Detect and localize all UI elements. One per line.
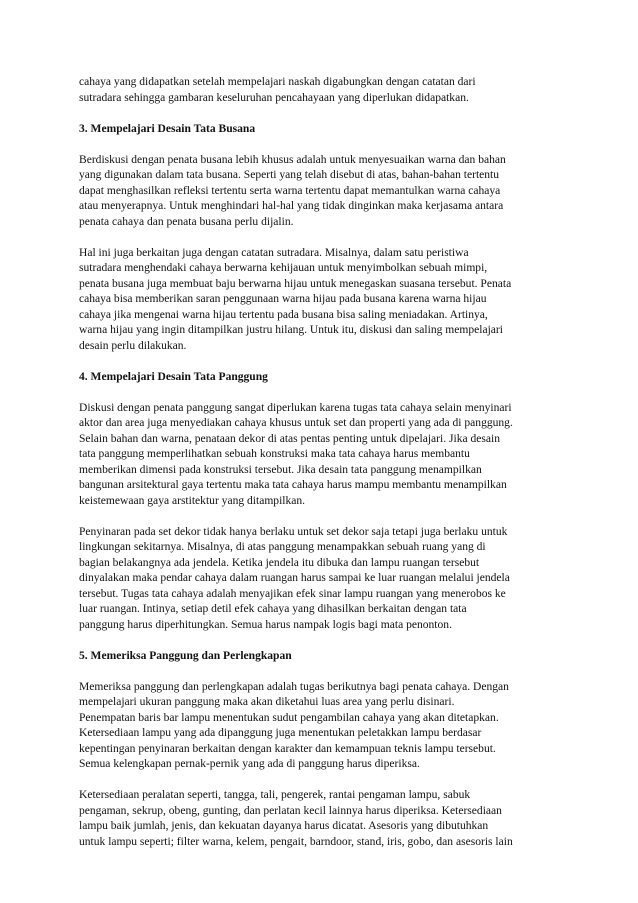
paragraph-line: penata cahaya dan penata busana perlu dijalin. xyxy=(79,215,294,228)
paragraph-line: tata panggung memperlihatkan sebuah konstruksi maka tata cahaya harus membantu xyxy=(79,448,470,460)
paragraph-line: warna hijau yang ingin ditampilkan justru hilang. Untuk itu, diskusi dan saling mempelajari xyxy=(79,324,503,336)
paragraph-line: atau menyerapnya. Untuk menghindari hal-hal yang tidak dinginkan maka kerjasama antara xyxy=(79,200,504,212)
paragraph-line: Penempatan baris bar lampu menentukan sudut pengambilan cahaya yang akan ditetapkan. xyxy=(79,711,499,724)
paragraph-line: Ketersediaan peralatan seperti, tangga, tali, pengerek, rantai pengaman lampu, sabuk xyxy=(79,789,471,801)
paragraph-line: Diskusi dengan penata panggung sangat diperlukan karena tugas tata cahaya selain menyinari xyxy=(79,401,512,414)
paragraph-line: Ketersediaan lampu yang ada dipanggung juga menentukan peletakkan lampu berdasar xyxy=(79,727,482,739)
paragraph-line: panggung harus diperhitungkan. Semua harus nampak logis bagi mata penonton. xyxy=(79,618,452,631)
paragraph-line: cahaya jika mengenai warna hijau tertentu pada busana bisa saling meniadakan. Artinya, xyxy=(79,308,488,321)
body-paragraph xyxy=(79,525,569,634)
paragraph-line: Memeriksa panggung dan perlengkapan adalah tugas berikutnya bagi penata cahaya. Dengan xyxy=(79,680,509,693)
body-paragraph xyxy=(79,75,569,106)
paragraph-line: kepentingan penyinaran berkaitan dengan karakter dan kemampuan teknis lampu tersebut. xyxy=(79,742,496,755)
paragraph-line: Berdiskusi dengan penata busana lebih khusus adalah untuk menyesuaikan warna dan bahan xyxy=(79,153,506,166)
body-paragraph xyxy=(79,680,569,773)
paragraph-line: mempelajari ukuran panggung maka akan diketahui luas area yang perlu disinari. xyxy=(79,696,455,708)
paragraph-line: sutradara sehingga gambaran keseluruhan pencahayaan yang diperlukan didapatkan. xyxy=(79,91,469,104)
paragraph-line: memberikan dimensi pada konstruksi tersebut. Jika desain tata panggung menampilkan xyxy=(79,463,482,476)
paragraph-line: dapat menghasilkan refleksi tertentu serta warna tertentu dapat memantulkan warna cahaya xyxy=(79,184,501,197)
paragraph-line: dinyalakan maka pendar cahaya dalam ruangan harus sampai ke luar ruangan melalui jendela xyxy=(79,572,510,584)
section-heading: 5. Memeriksa Panggung dan Perlengkapan xyxy=(79,649,292,662)
paragraph-line: luar ruangan. Intinya, setiap detil efek cahaya yang dihasilkan berkaitan dengan tata xyxy=(79,603,467,615)
paragraph-line: Selain bahan dan warna, penataan dekor di atas pentas penting untuk dipelajari. Jika desain xyxy=(79,432,500,445)
body-paragraph xyxy=(79,246,569,355)
paragraph-line: Semua kelengkapan pernak-pernik yang ada di panggung harus diperiksa. xyxy=(79,758,420,770)
paragraph-line: cahaya yang didapatkan setelah mempelajari naskah digabungkan dengan catatan dari xyxy=(79,76,476,88)
paragraph-line: keistemewaan gaya arstitektur yang ditampilkan. xyxy=(79,494,306,507)
paragraph-line: cahaya bisa memberikan saran penggunaan warna hijau pada busana karena warna hijau xyxy=(79,293,487,305)
section-heading: 3. Mempelajari Desain Tata Busana xyxy=(79,122,256,135)
paragraph-line: lampu baik jumlah, jenis, dan kekuatan dayanya harus dicatat. Asesoris yang dibutuhkan xyxy=(79,820,489,832)
paragraph-line: bangunan arsitektural gaya tertentu maka tata cahaya harus mampu membantu menampilkan xyxy=(79,479,507,491)
paragraph-line: lingkungan sekitarnya. Misalnya, di atas panggung menampakkan sebuah ruang yang di xyxy=(79,541,486,553)
body-paragraph xyxy=(79,788,569,850)
paragraph-line: aktor dan area juga menyediakan cahaya khusus untuk set dan properti yang ada di panggung. xyxy=(79,417,513,429)
paragraph-line: Penyinaran pada set dekor tidak hanya berlaku untuk set dekor saja tetapi juga berlaku untuk xyxy=(79,525,508,538)
paragraph-line: sutradara menghendaki cahaya berwarna kehijauan untuk menyimbolkan sebuah mimpi, xyxy=(79,262,488,274)
section-heading: 4. Mempelajari Desain Tata Panggung xyxy=(79,370,268,383)
paragraph-line: bagian belakangnya ada jendela. Ketika jendela itu dibuka dan lampu ruangan tersebut xyxy=(79,556,480,569)
paragraph-line: penata busana juga membuat baju berwarna hijau untuk menegaskan suasana tersebut. Penata xyxy=(79,277,512,290)
paragraph-line: Hal ini juga berkaitan juga dengan catatan sutradara. Misalnya, dalam satu peristiwa xyxy=(79,246,469,259)
document-body xyxy=(79,75,569,866)
paragraph-line: tersebut. Tugas tata cahaya adalah menyajikan efek sinar lampu ruangan yang menerobos ke xyxy=(79,587,506,600)
paragraph-line: desain perlu dilakukan. xyxy=(79,339,187,352)
paragraph-line: yang digunakan dalam tata busana. Seperti yang telah disebut di atas, bahan-bahan tertentu xyxy=(79,169,500,181)
body-paragraph xyxy=(79,153,569,231)
body-paragraph xyxy=(79,401,569,510)
paragraph-line: untuk lampu seperti; filter warna, kelem, pengait, barndoor, stand, iris, gobo, dan asesoris lain xyxy=(79,835,513,848)
paragraph-line: pengaman, sekrup, obeng, gunting, dan perlatan kecil lainnya harus diperiksa. Ketersediaan xyxy=(79,804,502,817)
